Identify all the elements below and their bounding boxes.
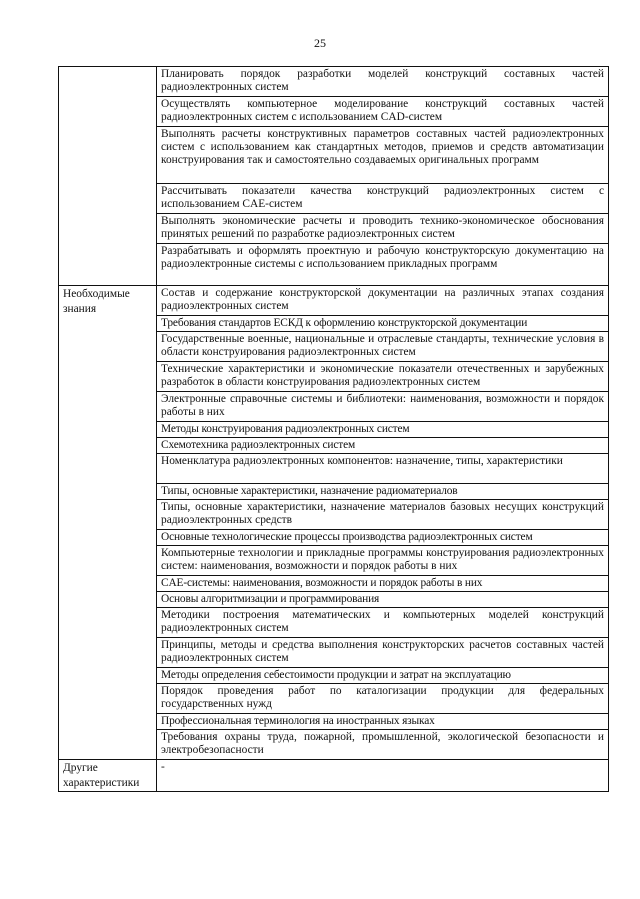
page-number: 25 xyxy=(314,36,326,50)
table-row xyxy=(59,67,609,97)
section-label: Другие характеристики xyxy=(59,760,157,792)
requirement-item: CAE-системы: наименования, возможности и порядок работы в них xyxy=(157,576,609,592)
requirement-item: Требования охраны труда, пожарной, промышленной, экологической безопасности и электробезопасности xyxy=(157,730,609,760)
requirement-item: Типы, основные характеристики, назначение материалов базовых несущих конструкций радиоэлектронных средств xyxy=(157,500,609,530)
requirement-item: Рассчитывать показатели качества конструкций радиоэлектронных систем с использованием CAE-систем xyxy=(157,184,609,214)
requirement-item: Методы определения себестоимости продукции и затрат на эксплуатацию xyxy=(157,668,609,684)
requirement-item: - xyxy=(157,760,609,792)
requirement-item: Порядок проведения работ по каталогизации продукции для федеральных государственных нужд xyxy=(157,684,609,714)
requirement-item: Состав и содержание конструкторской документации на различных этапах создания радиоэлектронных систем xyxy=(157,286,609,316)
requirement-item: Технические характеристики и экономические показатели отечественных и зарубежных разработок в области конструирования радиоэлектронных систем xyxy=(157,362,609,392)
qualification-table xyxy=(58,66,609,792)
requirement-item: Осуществлять компьютерное моделирование конструкций составных частей радиоэлектронных систем с использованием CAD-систем xyxy=(157,97,609,127)
requirement-item: Требования стандартов ЕСКД к оформлению конструкторской документации xyxy=(157,316,609,332)
requirement-item: Методы конструирования радиоэлектронных систем xyxy=(157,422,609,438)
requirement-item: Выполнять расчеты конструктивных параметров составных частей радиоэлектронных систем с использованием как стандартных методов, приемов и средств автоматизации конструирования так и самостоятельно создаваемых оригинальных программ xyxy=(157,127,609,184)
section-label xyxy=(59,67,157,286)
requirement-item: Номенклатура радиоэлектронных компонентов: назначение, типы, характеристики xyxy=(157,454,609,484)
requirement-item: Электронные справочные системы и библиотеки: наименования, возможности и порядок работы в них xyxy=(157,392,609,422)
table-row xyxy=(59,760,609,792)
requirement-item: Профессиональная терминология на иностранных языках xyxy=(157,714,609,730)
table-row xyxy=(59,286,609,316)
requirement-item: Принципы, методы и средства выполнения конструкторских расчетов составных частей радиоэлектронных систем xyxy=(157,638,609,668)
requirement-item: Основы алгоритмизации и программирования xyxy=(157,592,609,608)
requirement-item: Схемотехника радиоэлектронных систем xyxy=(157,438,609,454)
requirement-item: Разрабатывать и оформлять проектную и рабочую конструкторскую документацию на радиоэлектронные системы с использованием прикладных программ xyxy=(157,244,609,286)
requirement-item: Планировать порядок разработки моделей конструкций составных частей радиоэлектронных систем xyxy=(157,67,609,97)
requirement-item: Типы, основные характеристики, назначение радиоматериалов xyxy=(157,484,609,500)
section-label: Необходимые знания xyxy=(59,286,157,760)
requirement-item: Основные технологические процессы производства радиоэлектронных систем xyxy=(157,530,609,546)
table-body xyxy=(59,67,609,792)
requirement-item: Компьютерные технологии и прикладные программы конструирования радиоэлектронных систем: наименования, возможности и порядок работы в них xyxy=(157,546,609,576)
requirement-item: Методики построения математических и компьютерных моделей конструкций радиоэлектронных систем xyxy=(157,608,609,638)
requirement-item: Выполнять экономические расчеты и проводить технико-экономическое обоснования принятых решений по разработке радиоэлектронных систем xyxy=(157,214,609,244)
requirement-item: Государственные военные, национальные и отраслевые стандарты, технические условия в области конструирования радиоэлектронных систем xyxy=(157,332,609,362)
